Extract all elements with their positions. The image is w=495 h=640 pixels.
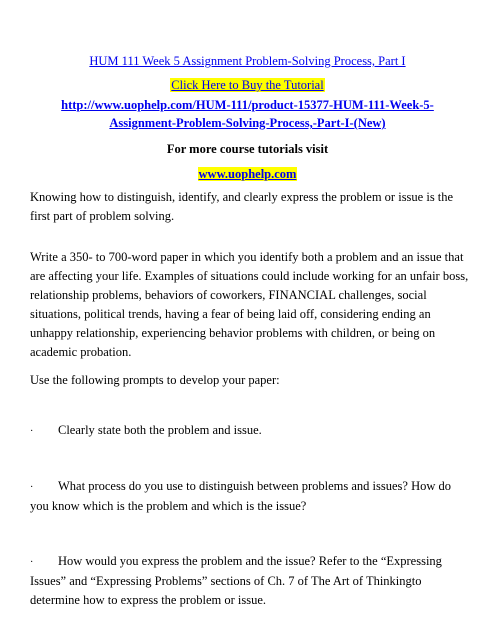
bullet-icon: · <box>30 426 34 437</box>
buy-tutorial-row <box>0 76 495 94</box>
instructions-paragraph: Write a 350- to 700-word paper in which you identify both a problem and an issue that are affecting your life. Examples of situations could include working for an unfair boss, relationship problems, behaviors of coworkers, FINANCIAL challenges, social situations, political trends, having a fear of being laid off, considering ending an unhappy relationship, experiencing behavior problems with children, or being on academic probation. <box>30 250 469 359</box>
bullet-icon: · <box>30 482 34 493</box>
product-url-link[interactable]: http://www.uophelp.com/HUM-111/product-15377-HUM-111-Week-5-Assignment-Problem-Solving-Process,-Part-I-(New) <box>61 98 434 130</box>
more-tutorials-text: For more course tutorials visit <box>166 142 329 156</box>
site-url-row <box>0 165 495 183</box>
prompt-text: What process do you use to distinguish between problems and issues? How do you know which is the problem and which is the issue? <box>30 479 451 513</box>
intro-paragraph: Knowing how to distinguish, identify, and clearly express the problem or issue is the first part of problem solving. <box>30 190 454 223</box>
prompt-text: How would you express the problem and the issue? Refer to the “Expressing Issues” and “Expressing Problems” sections of Ch. 7 of The Art of Thinkingto determine how to express the problem or issue. <box>30 554 442 607</box>
prompt-text: Clearly state both the problem and issue. <box>58 423 262 437</box>
list-item <box>30 421 470 441</box>
site-url-link[interactable]: www.uophelp.com <box>198 167 297 181</box>
bullet-icon: · <box>30 557 34 568</box>
list-item <box>30 552 470 610</box>
course-title-row <box>0 52 495 70</box>
list-item <box>30 477 470 516</box>
course-title-link[interactable]: HUM 111 Week 5 Assignment Problem-Solving Process, Part I <box>89 54 406 68</box>
buy-tutorial-link[interactable]: Click Here to Buy the Tutorial <box>171 78 324 92</box>
prompts-intro-paragraph: Use the following prompts to develop your paper: <box>30 373 280 387</box>
